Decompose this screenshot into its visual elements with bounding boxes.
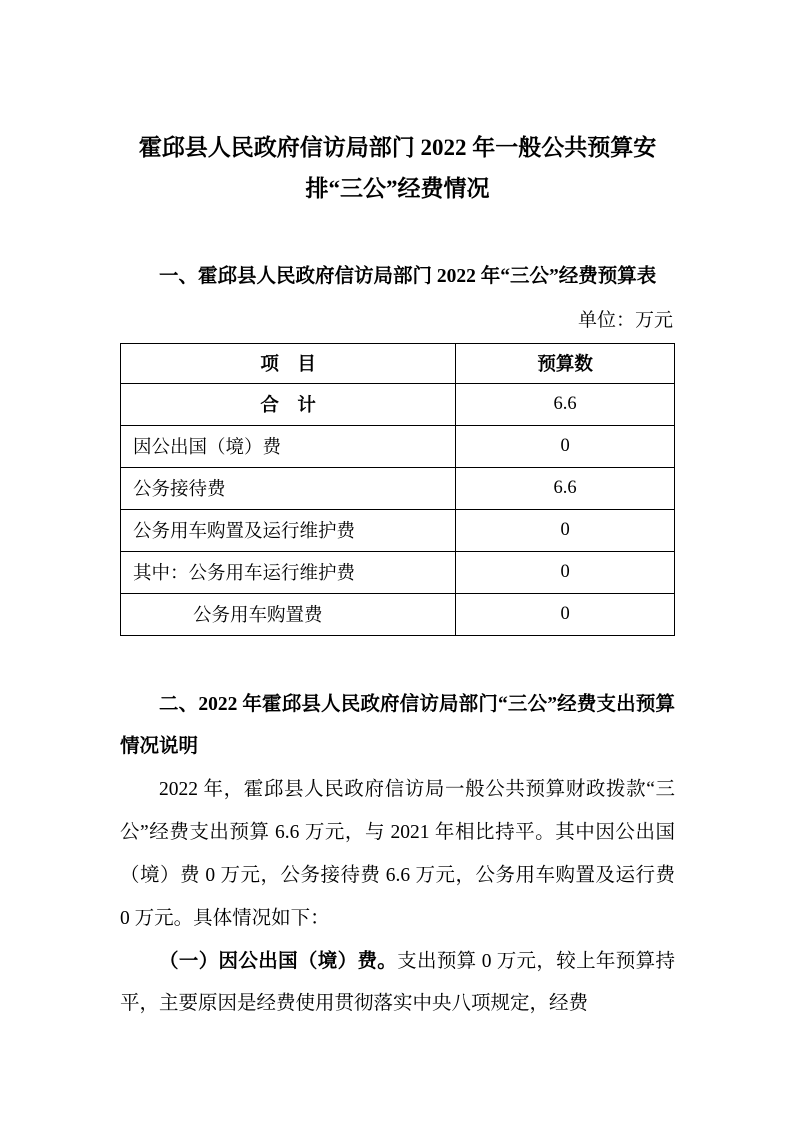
unit-label: 单位：万元 [577,310,673,332]
table-row-reception [121,467,675,509]
paragraph-abroad-body: 支出预算 0 万元，较上年预算持平，主要原因是经费使用贯彻落实中央八项规定，经费 [120,950,675,1015]
row-value: 0 [456,509,675,551]
title-line-2: 排“三公”经费情况 [305,175,490,201]
budget-table [120,343,675,636]
row-label: 公务接待费 [121,467,456,509]
row-value: 0 [456,425,675,467]
paragraph-abroad-lead: （一）因公出国（境）费。 [159,950,398,972]
section2-heading: 二、2022 年霍邱县人民政府信访局部门“三公”经费支出预算情况说明 [120,693,675,758]
table-row-vehicle-total [121,509,675,551]
row-label: 其中：公务用车运行维护费 [121,551,456,593]
row-value: 0 [456,593,675,635]
paragraph-summary: 2022 年，霍邱县人民政府信访局一般公共预算财政拨款“三公”经费支出预算 6.6 万元，与 2021 年相比持平。其中因公出国（境）费 0 万元，公务接待费 6.6 万元，公务用车购置及运行费 0 万元。具体情况如下： [120,778,675,929]
table-header-row [121,343,675,383]
document-title [120,128,675,210]
title-line-1: 霍邱县人民政府信访局部门 2022 年一般公共预算安 [138,135,657,160]
row-label: 公务用车购置费 [121,593,456,635]
row-label: 因公出国（境）费 [121,425,456,467]
table-row-vehicle-maintenance [121,551,675,593]
table-row-vehicle-purchase [121,593,675,635]
table-row-total [121,383,675,425]
row-label: 合 计 [121,383,456,425]
paragraph-abroad-expense [120,941,675,1027]
table-row-abroad [121,425,675,467]
row-value: 6.6 [456,383,675,425]
row-label: 公务用车购置及运行维护费 [121,509,456,551]
row-value: 0 [456,551,675,593]
section1-heading: 一、霍邱县人民政府信访局部门 2022 年“三公”经费预算表 [159,265,657,287]
column-header-budget: 预算数 [456,343,675,383]
row-value: 6.6 [456,467,675,509]
column-header-item: 项 目 [121,343,456,383]
